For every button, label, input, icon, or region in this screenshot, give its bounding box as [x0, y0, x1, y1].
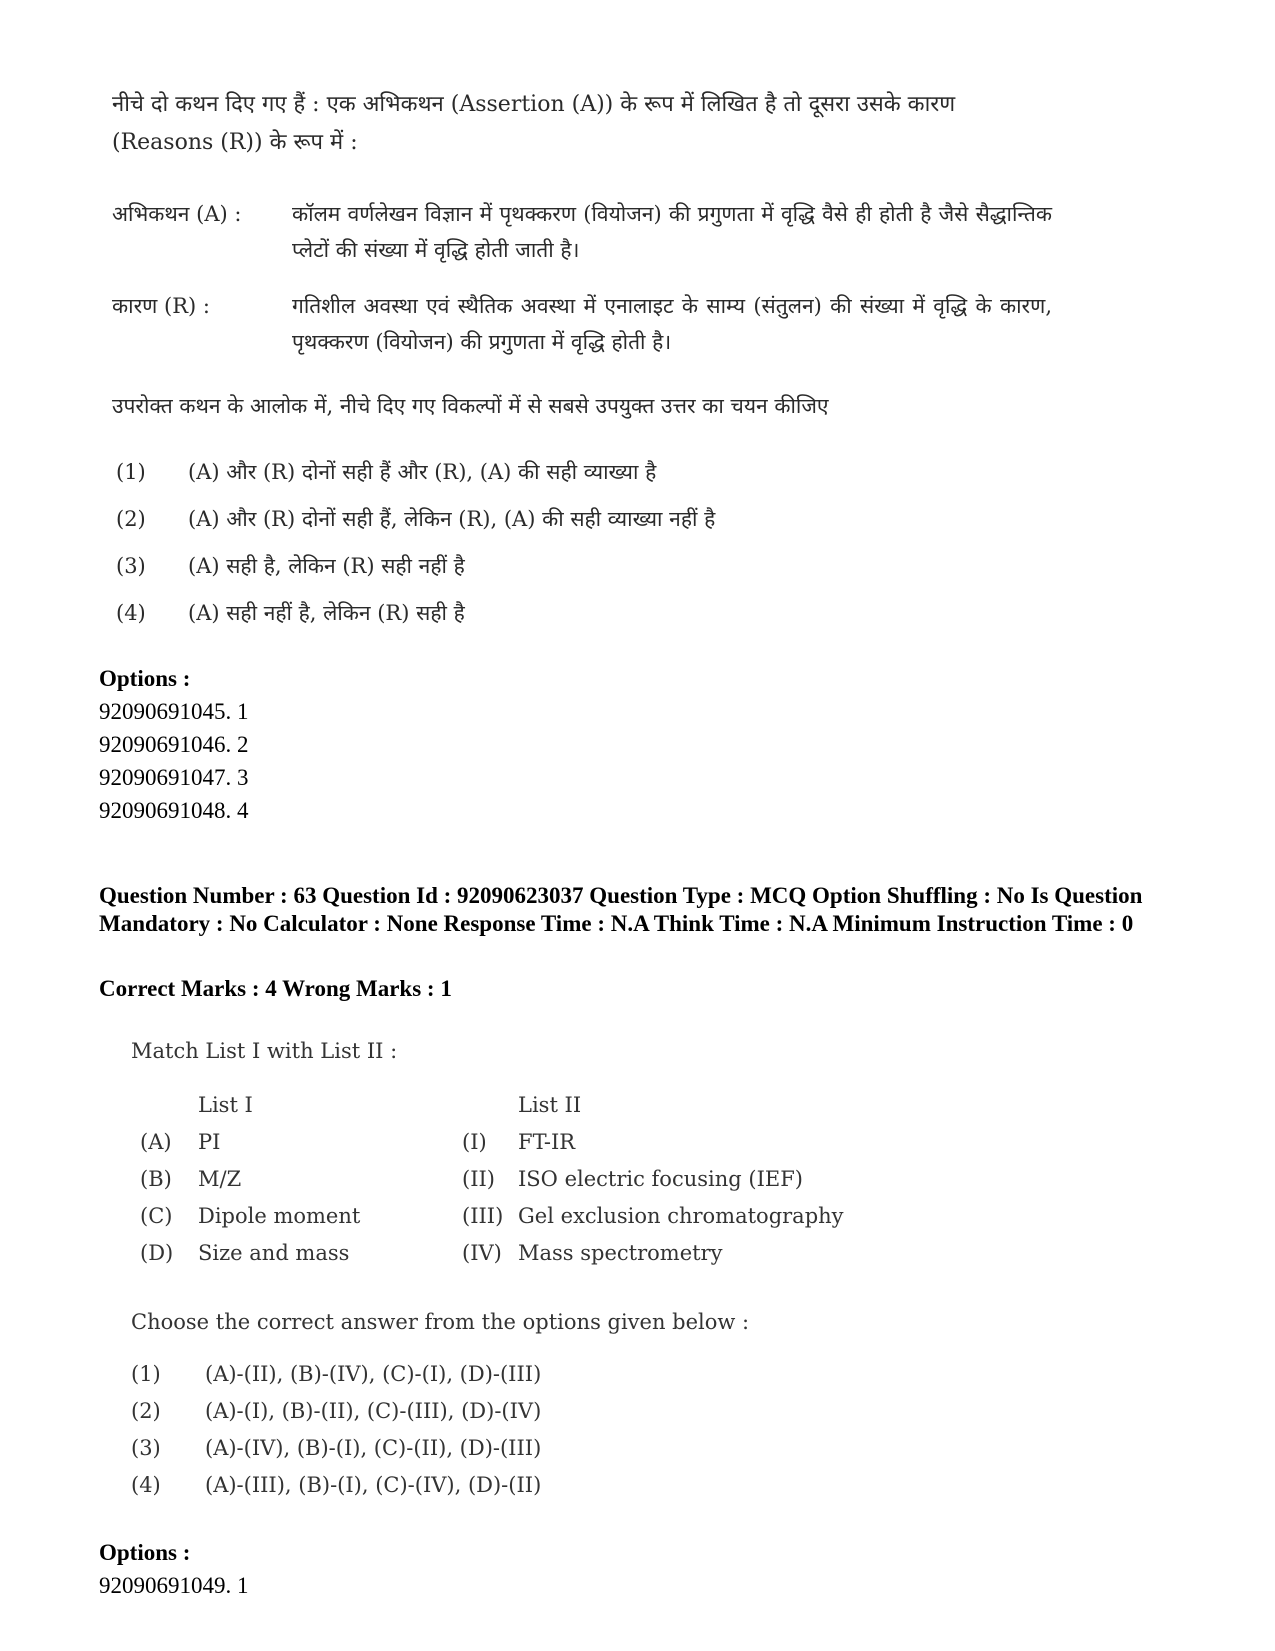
list1-item: PI: [198, 1130, 221, 1154]
list2-key: (III): [462, 1204, 504, 1228]
assertion-label: अभिकथन (A) :: [112, 202, 242, 226]
choose-instruction: Choose the correct answer from the options given below :: [131, 1310, 750, 1334]
match-row: [140, 1127, 900, 1161]
q62-instruction: उपरोक्त कथन के आलोक में, नीचे दिए गए विकल्पों में से सबसे उपयुक्त उत्तर का चयन कीजिए: [112, 394, 829, 418]
option-id: 92090691047. 3: [99, 765, 249, 790]
list1-key: (B): [140, 1167, 172, 1191]
choice-number: (1): [116, 460, 146, 484]
choice-number: (3): [131, 1436, 161, 1460]
choice-text: (A)-(II), (B)-(IV), (C)-(I), (D)-(III): [205, 1362, 542, 1386]
choice-text: (A) सही नहीं है, लेकिन (R) सही है: [188, 601, 465, 625]
match-row: [140, 1201, 900, 1235]
option-id: 92090691046. 2: [99, 732, 249, 757]
option-id: 92090691049. 1: [99, 1573, 249, 1598]
options-label: Options :: [99, 1540, 191, 1565]
choice-number: (2): [131, 1399, 161, 1423]
list1-key: (A): [140, 1130, 172, 1154]
assertion-text: कॉलम वर्णलेखन विज्ञान में पृथक्करण (वियोजन) की प्रगुणता में वृद्धि वैसे ही होती है जैसे सैद्धान्तिक प्लेटों की संख्या में वृद्धि होती जाती है।: [292, 202, 1052, 262]
reason-text: गतिशील अवस्था एवं स्थैतिक अवस्था में एनालाइट के साम्य (संतुलन) की संख्या में वृद्धि के कारण, पृथक्करण (वियोजन) की प्रगुणता में वृद्धि होती है।: [292, 294, 1052, 354]
choice-text: (A)-(III), (B)-(I), (C)-(IV), (D)-(II): [205, 1473, 542, 1497]
options-label: Options :: [99, 666, 191, 691]
list1-item: Size and mass: [198, 1241, 350, 1265]
list2-item: Gel exclusion chromatography: [518, 1204, 844, 1228]
list2-item: Mass spectrometry: [518, 1241, 723, 1265]
match-row: [140, 1238, 900, 1272]
list1-item: M/Z: [198, 1167, 242, 1191]
choice-number: (3): [116, 554, 146, 578]
choice-number: (2): [116, 507, 146, 531]
option-id: 92090691048. 4: [99, 798, 249, 823]
choice-text: (A)-(IV), (B)-(I), (C)-(II), (D)-(III): [205, 1436, 542, 1460]
marks-line: Correct Marks : 4 Wrong Marks : 1: [99, 976, 452, 1001]
choice-number: (4): [116, 601, 146, 625]
match-row: [140, 1164, 900, 1198]
choice-number: (1): [131, 1362, 161, 1386]
choice-text: (A) और (R) दोनों सही हैं और (R), (A) की सही व्याख्या है: [188, 460, 657, 484]
list2-item: ISO electric focusing (IEF): [518, 1167, 803, 1191]
choice-text: (A) और (R) दोनों सही हैं, लेकिन (R), (A) की सही व्याख्या नहीं है: [188, 507, 716, 531]
match-title: Match List I with List II :: [131, 1039, 398, 1063]
reason-label: कारण (R) :: [112, 294, 210, 318]
question-header: Question Number : 63 Question Id : 92090623037 Question Type : MCQ Option Shuffling : No Is Question Mandatory : No Calculator : None Response Time : N.A Think Time : N.A Minimum Instruction Time : 0: [99, 883, 1143, 936]
list1-header: List I: [198, 1093, 253, 1117]
list1-item: Dipole moment: [198, 1204, 361, 1228]
choice-number: (4): [131, 1473, 161, 1497]
option-id: 92090691045. 1: [99, 699, 249, 724]
list1-key: (C): [140, 1204, 173, 1228]
list2-key: (IV): [462, 1241, 502, 1265]
q62-intro: नीचे दो कथन दिए गए हैं : एक अभिकथन (Assertion (A)) के रूप में लिखित है तो दूसरा उसके कारण (Reasons (R)) के रूप में :: [112, 92, 956, 155]
list2-header: List II: [518, 1093, 582, 1117]
choice-text: (A) सही है, लेकिन (R) सही नहीं है: [188, 554, 465, 578]
list2-item: FT-IR: [518, 1130, 576, 1154]
list2-key: (I): [462, 1130, 487, 1154]
list2-key: (II): [462, 1167, 495, 1191]
choice-text: (A)-(I), (B)-(II), (C)-(III), (D)-(IV): [205, 1399, 542, 1423]
list1-key: (D): [140, 1241, 174, 1265]
